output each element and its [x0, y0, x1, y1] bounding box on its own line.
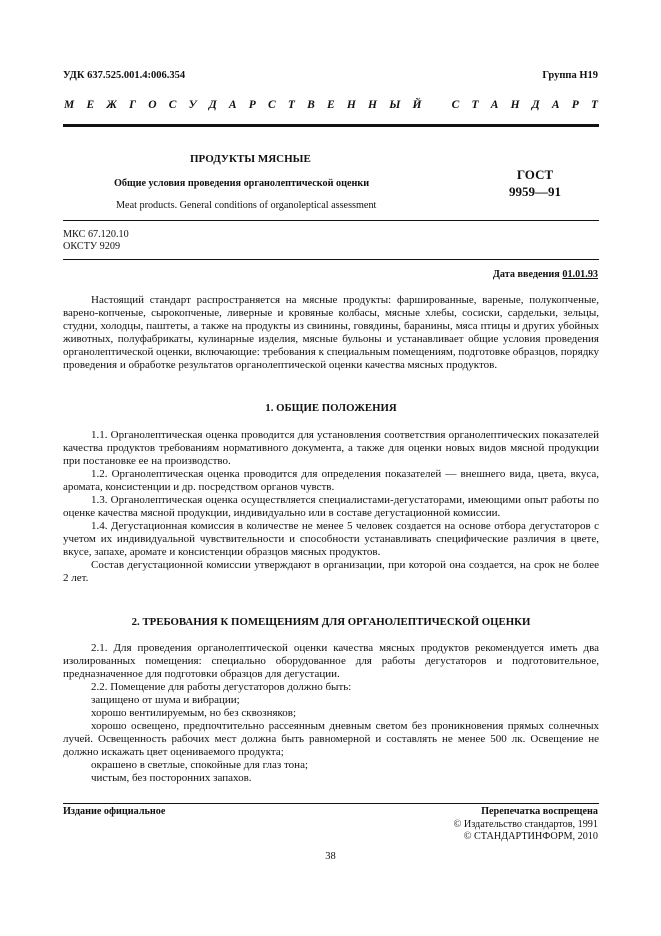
- paragraph-2-2: 2.2. Помещение для работы дегустаторов должно быть:: [91, 681, 352, 693]
- header-rule-thick: [63, 124, 599, 127]
- list-item: чистым, без посторонних запахов.: [91, 772, 252, 784]
- copyright-1: © Издательство стандартов, 1991: [453, 818, 598, 830]
- introduction-date-value: 01.01.93: [562, 269, 598, 280]
- page-number: 38: [325, 851, 336, 862]
- classification-block: [63, 229, 129, 253]
- list-item: хорошо освещено, предпочтительно рассеянным дневным светом без проникновения прямых солнечных лучей. Освещенность рабочих мест должна быть равномерной и составлять не менее 500 лк. Освещение не должно искажать цвет оцениваемого продукта;: [63, 720, 599, 758]
- footer-rule: [63, 803, 599, 804]
- paragraph-1-1: 1.1. Органолептическая оценка проводится для установления соответствия органолептических показателей качества продуктов требованиям нормативного документа, а также для оценки новых видов мясной продукции при постановке ее на производство.: [63, 429, 599, 467]
- official-edition: Издание официальное: [63, 806, 166, 817]
- section-1-title: 1. ОБЩИЕ ПОЛОЖЕНИЯ: [265, 402, 397, 414]
- section-2-title: 2. ТРЕБОВАНИЯ К ПОМЕЩЕНИЯМ ДЛЯ ОРГАНОЛЕПТИЧЕСКОЙ ОЦЕНКИ: [131, 616, 531, 628]
- okstu-code: ОКСТУ 9209: [63, 241, 121, 252]
- copyright-2: © СТАНДАРТИНФОРМ, 2010: [463, 831, 598, 842]
- list-item: окрашено в светлые, спокойные для глаз тона;: [91, 759, 309, 771]
- copyright-block: [454, 806, 598, 844]
- gost-label: ГОСТ: [516, 167, 554, 182]
- reprint-notice: Перепечатка воспрещена: [481, 806, 598, 817]
- classification-rule: [63, 259, 599, 260]
- document-subtitle: Общие условия проведения органолептической оценки: [114, 178, 370, 189]
- gost-number: 9959—91: [509, 184, 561, 199]
- section-2-body: [63, 642, 599, 785]
- document-title: ПРОДУКТЫ МЯСНЫЕ: [190, 153, 311, 165]
- mks-code: МКС 67.120.10: [63, 229, 129, 240]
- standard-type-heading: М Е Ж Г О С У Д А Р С Т В Е Н Н Ы Й С Т А Н Д А Р Т: [64, 99, 598, 111]
- section-1-body: [63, 429, 599, 585]
- gost-designation: [495, 166, 575, 200]
- paragraph-1-4: 1.4. Дегустационная комиссия в количестве не менее 5 человек создается на основе отбора дегустаторов с учетом их индивидуальной чувствительности и способности устанавливать специфические различия в цвете, вкусе, запахе, аромате и консистенции образцов мясных продуктов.: [63, 520, 599, 558]
- intro-paragraph: [63, 294, 599, 372]
- paragraph-2-1: 2.1. Для проведения органолептической оценки качества мясных продуктов рекомендуется иметь два изолированных помещения: специально оборудованное для работы дегустаторов и подготовительное, предназначенное для подготовки образцов для дегустации.: [63, 642, 599, 680]
- title-rule: [63, 220, 599, 221]
- list-item: защищено от шума и вибрации;: [91, 694, 240, 706]
- paragraph-1-4-cont: Состав дегустационной комиссии утверждают в организации, при которой она создается, на срок не более 2 лет.: [63, 559, 599, 584]
- group-code: Группа Н19: [542, 70, 598, 81]
- paragraph-1-3: 1.3. Органолептическая оценка осуществляется специалистами-дегустаторами, имеющими опыт работы по оценке качества мясной продукции, индивидуально или в составе дегустационной комиссии.: [63, 494, 599, 519]
- paragraph-1-2: 1.2. Органолептическая оценка проводится для определения показателей — внешнего вида, цвета, вкуса, аромата, консистенции и др. посредством органов чувств.: [63, 468, 599, 493]
- introduction-date: [493, 269, 598, 280]
- document-title-english: Meat products. General conditions of organoleptical assessment: [116, 200, 377, 211]
- udk-code: УДК 637.525.001.4:006.354: [63, 70, 186, 81]
- intro-text: Настоящий стандарт распространяется на мясные продукты: фаршированные, вареные, полукопченые, варено-копченые, сырокопченые, ливерные и кровяные колбасы, мясные хлебы, сосиски, сардельки, зельцы, студни, холодцы, паштеты, а также на продукты из свинины, говядины, баранины, мяса птицы и других убойных животных, полуфабрикаты, кулинарные изделия, мясные бульоны и устанавливает общие условия проведения органолептической оценки, включающие: требования к специальным помещениям, подготовке образцов, порядку проведения и обработке результатов органолептической оценки качества мясных продуктов.: [63, 294, 599, 371]
- list-item: хорошо вентилируемым, но без сквозняков;: [91, 707, 297, 719]
- introduction-date-label: Дата введения: [492, 269, 560, 280]
